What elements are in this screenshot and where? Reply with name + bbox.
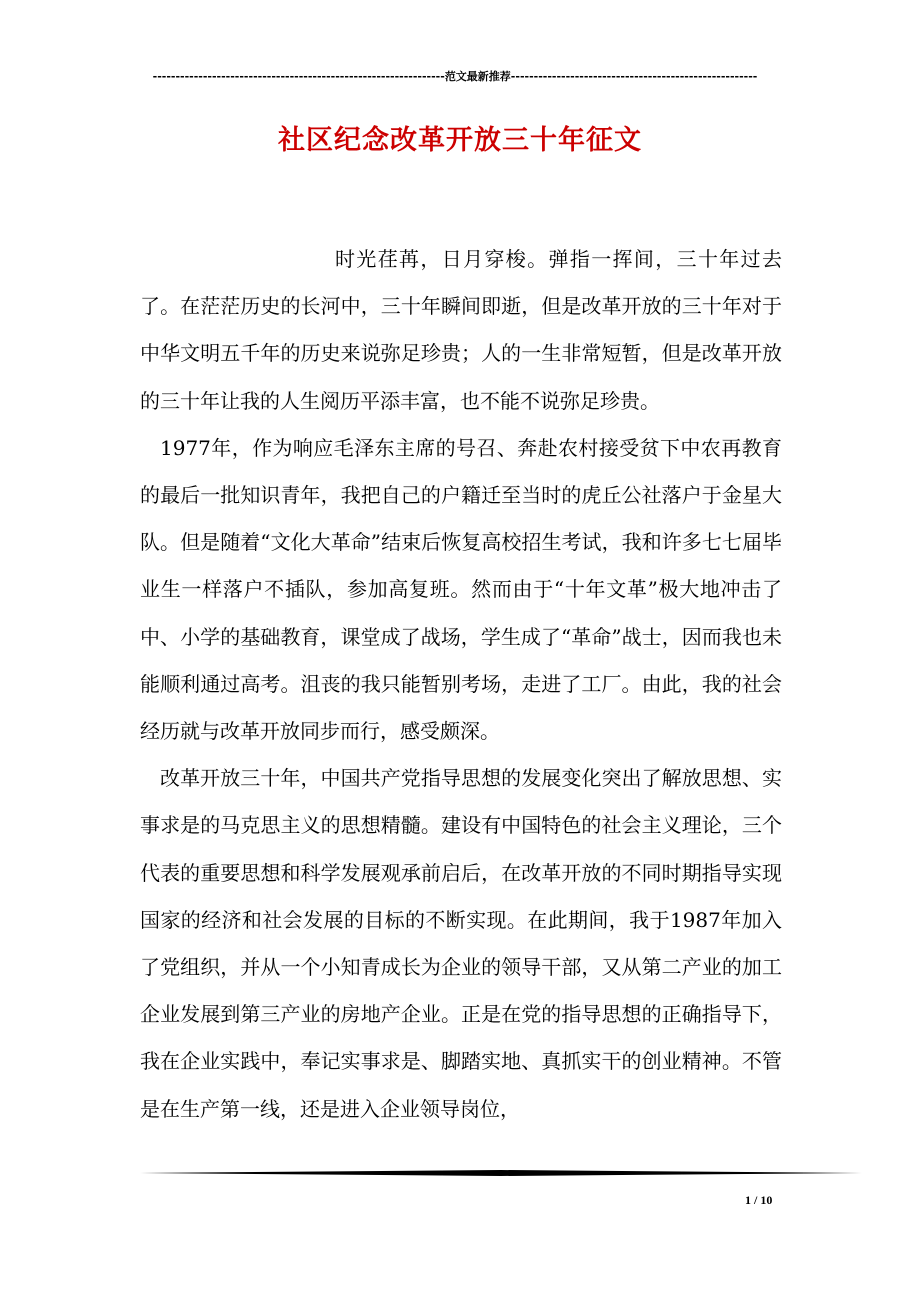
paragraph-2: 1977年，作为响应毛泽东主席的号召、奔赴农村接受贫下中农再教育的最后一批知识青年，我把自己的户籍迁至当时的虎丘公社落户于金星大队。但是随着“文化大革命”结束后恢复高校招生考试，我和许多七七届毕业生一样落户不插队，参加高复班。然而由于“十年文革”极大地冲击了中、小学的基础教育，课堂成了战场，学生成了“革命”战士，因而我也未能顺利通过高考。沮丧的我只能暂别考场，走进了工厂。由此，我的社会经历就与改革开放同步而行，感受颇深。	[140, 435, 782, 744]
page-number: 1 / 10	[745, 1193, 773, 1207]
paragraph-1: 时光荏苒，日月穿梭。弹指一挥间，三十年过去了。在茫茫历史的长河中，三十年瞬间即逝，但是改革开放的三十年对于中华文明五千年的历史来说弥足珍贵；人的一生非常短暂，但是改革开放的三十年让我的人生阅历平添丰富，也不能不说弥足珍贵。	[140, 247, 782, 413]
document-title: 社区纪念改革开放三十年征文	[278, 125, 642, 156]
paragraph-3: 改革开放三十年，中国共产党指导思想的发展变化突出了解放思想、实事求是的马克思主义的思想精髓。建设有中国特色的社会主义理论，三个代表的重要思想和科学发展观承前启后，在改革开放的不同时期指导实现国家的经济和社会发展的目标的不断实现。在此期间，我于1987年加入了党组织，并从一个小知青成长为企业的领导干部，又从第二产业的加工企业发展到第三产业的房地产企业。正是在党的指导思想的正确指导下，我在企业实践中，奉记实事求是、脚踏实地、真抓实干的创业精神。不管是在生产第一线，还是进入企业领导岗位，	[140, 766, 782, 1121]
page-header: ----------------------------------------------------------------范文最新推荐------------------------------------------------------	[152, 70, 758, 83]
document-body	[140, 236, 782, 1133]
footer-divider	[140, 1170, 862, 1176]
